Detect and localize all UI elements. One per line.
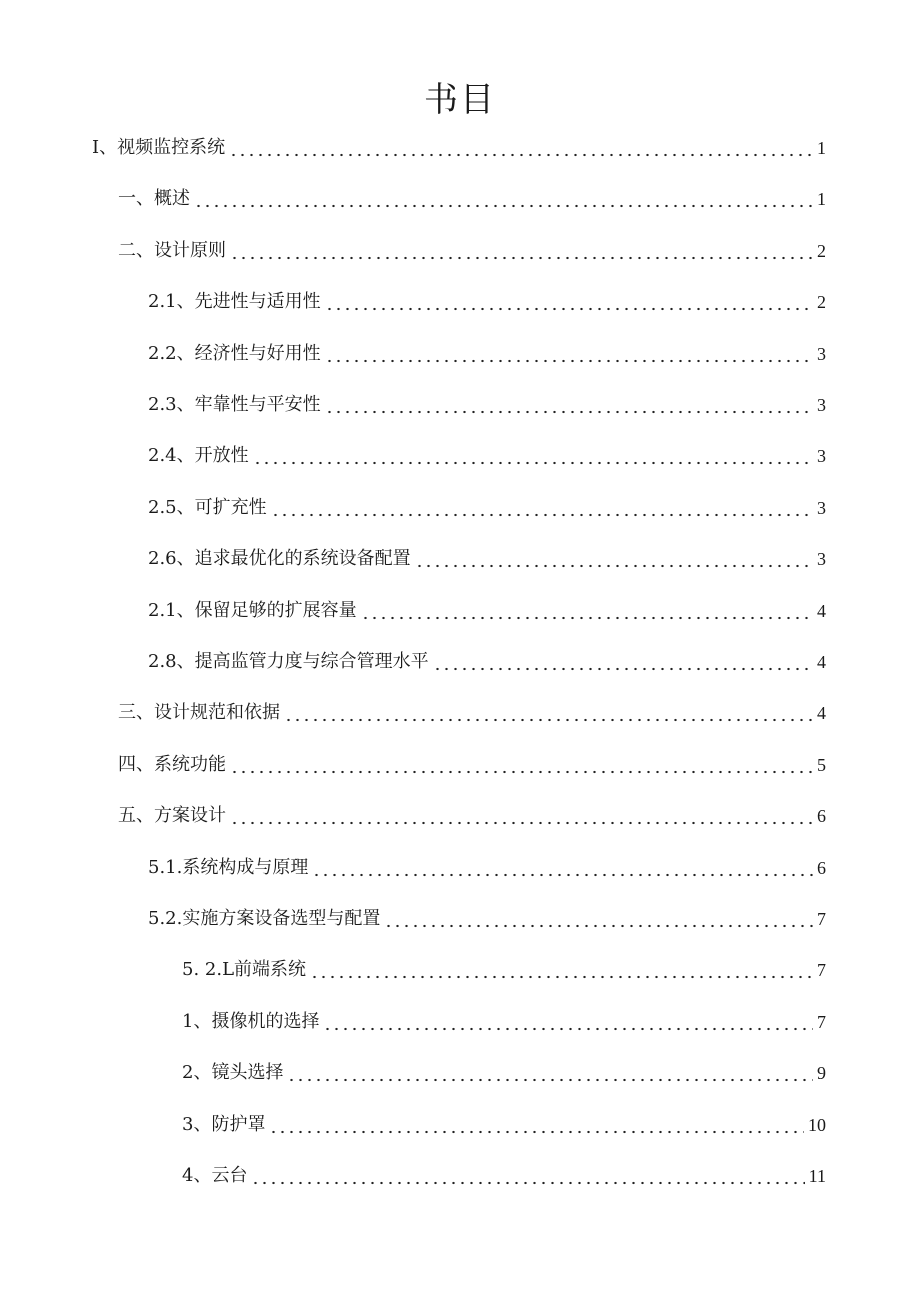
toc-entry-page-number: 3 (817, 395, 826, 415)
toc-dot-leader (271, 494, 813, 522)
toc-entry-page-number: 6 (817, 858, 826, 878)
toc-entry-label: 二、设计原则 (118, 240, 226, 261)
toc-entry[interactable] (148, 391, 826, 419)
toc-dot-leader (325, 391, 813, 419)
toc-entry[interactable] (118, 699, 826, 727)
toc-entry-label: 5.1.系统构成与原理 (148, 857, 309, 878)
toc-dot-leader (269, 1111, 804, 1139)
toc-entry-page-number: 4 (817, 703, 826, 723)
toc-entry-label: 2.1、保留足够的扩展容量 (148, 600, 357, 621)
toc-entry[interactable] (182, 1111, 826, 1139)
toc-entry-label: I、视频监控系统 (92, 137, 226, 158)
toc-entry-label: 三、设计规范和依据 (118, 702, 280, 723)
toc-dot-leader (433, 648, 813, 676)
toc-dot-leader (323, 1008, 813, 1036)
toc-entry[interactable] (118, 237, 826, 265)
toc-entry-page-number: 3 (817, 549, 826, 569)
toc-dot-leader (253, 442, 813, 470)
toc-entry-page-number: 7 (817, 960, 826, 980)
toc-entry[interactable] (118, 751, 826, 779)
toc-dot-leader (312, 854, 813, 882)
toc-entry[interactable] (148, 905, 826, 933)
toc-entry-label: 2.6、追求最优化的系统设备配置 (148, 548, 411, 569)
toc-entry-label: 2.4、开放性 (148, 445, 249, 466)
toc-entry-label: 2.1、先进性与适用性 (148, 291, 321, 312)
toc-entry[interactable] (148, 442, 826, 470)
toc-entry-page-number: 3 (817, 344, 826, 364)
toc-entry[interactable] (92, 134, 826, 162)
toc-entry[interactable] (148, 545, 826, 573)
toc-entry-page-number: 10 (808, 1115, 826, 1135)
toc-entry-label: 2.3、牢靠性与平安性 (148, 394, 321, 415)
toc-dot-leader (310, 956, 813, 984)
toc-dot-leader (284, 699, 813, 727)
toc-entry[interactable] (182, 1059, 826, 1087)
toc-entry-page-number: 7 (817, 909, 826, 929)
toc-entry-label: 4、云台 (182, 1165, 248, 1186)
toc-entry-page-number: 9 (817, 1063, 826, 1083)
page-title: 书目 (424, 80, 496, 120)
toc-entry-label: 2.2、经济性与好用性 (148, 343, 321, 364)
toc-dot-leader (384, 905, 813, 933)
toc-entry-label: 2、镜头选择 (182, 1062, 284, 1083)
toc-entry-label: 一、概述 (118, 188, 190, 209)
toc-entry[interactable] (182, 1008, 826, 1036)
toc-dot-leader (287, 1059, 813, 1087)
toc-entry[interactable] (148, 288, 826, 316)
toc-entry-page-number: 3 (817, 498, 826, 518)
toc-entry-label: 5. 2.L前端系统 (182, 959, 307, 980)
toc-entry-page-number: 4 (817, 601, 826, 621)
toc-entry-page-number: 11 (808, 1166, 826, 1186)
toc-entry[interactable] (148, 648, 826, 676)
toc-entry-page-number: 1 (817, 189, 826, 209)
toc-entry-page-number: 4 (817, 652, 826, 672)
toc-entry-page-number: 7 (817, 1012, 826, 1032)
toc-entry-label: 2.8、提高监管力度与综合管理水平 (148, 651, 429, 672)
toc-entry[interactable] (148, 494, 826, 522)
toc-entry-page-number: 5 (817, 755, 826, 775)
toc-dot-leader (415, 545, 813, 573)
toc-entry-page-number: 2 (817, 292, 826, 312)
toc-entry-page-number: 3 (817, 446, 826, 466)
toc-dot-leader (251, 1162, 804, 1190)
toc-entry-label: 四、系统功能 (118, 754, 226, 775)
toc-entry[interactable] (182, 1162, 826, 1190)
toc-entry-label: 5.2.实施方案设备选型与配置 (148, 908, 381, 929)
toc-entry[interactable] (148, 340, 826, 368)
toc-dot-leader (230, 751, 813, 779)
toc-entry[interactable] (118, 185, 826, 213)
toc-entry[interactable] (148, 854, 826, 882)
toc-entry-page-number: 1 (817, 138, 826, 158)
toc-entry-page-number: 2 (817, 241, 826, 261)
toc-dot-leader (361, 597, 813, 625)
toc-entry-label: 3、防护罩 (182, 1114, 266, 1135)
toc-dot-leader (194, 185, 813, 213)
toc-dot-leader (325, 288, 813, 316)
toc-dot-leader (325, 340, 813, 368)
toc-dot-leader (230, 802, 813, 830)
toc-entry[interactable] (148, 597, 826, 625)
toc-entry[interactable] (118, 802, 826, 830)
toc-entry-label: 2.5、可扩充性 (148, 497, 267, 518)
toc-entry-page-number: 6 (817, 806, 826, 826)
toc-entry[interactable] (182, 956, 826, 984)
toc-dot-leader (230, 237, 813, 265)
toc-entry-label: 五、方案设计 (118, 805, 226, 826)
toc-dot-leader (229, 134, 813, 162)
toc-entry-label: 1、摄像机的选择 (182, 1011, 320, 1032)
